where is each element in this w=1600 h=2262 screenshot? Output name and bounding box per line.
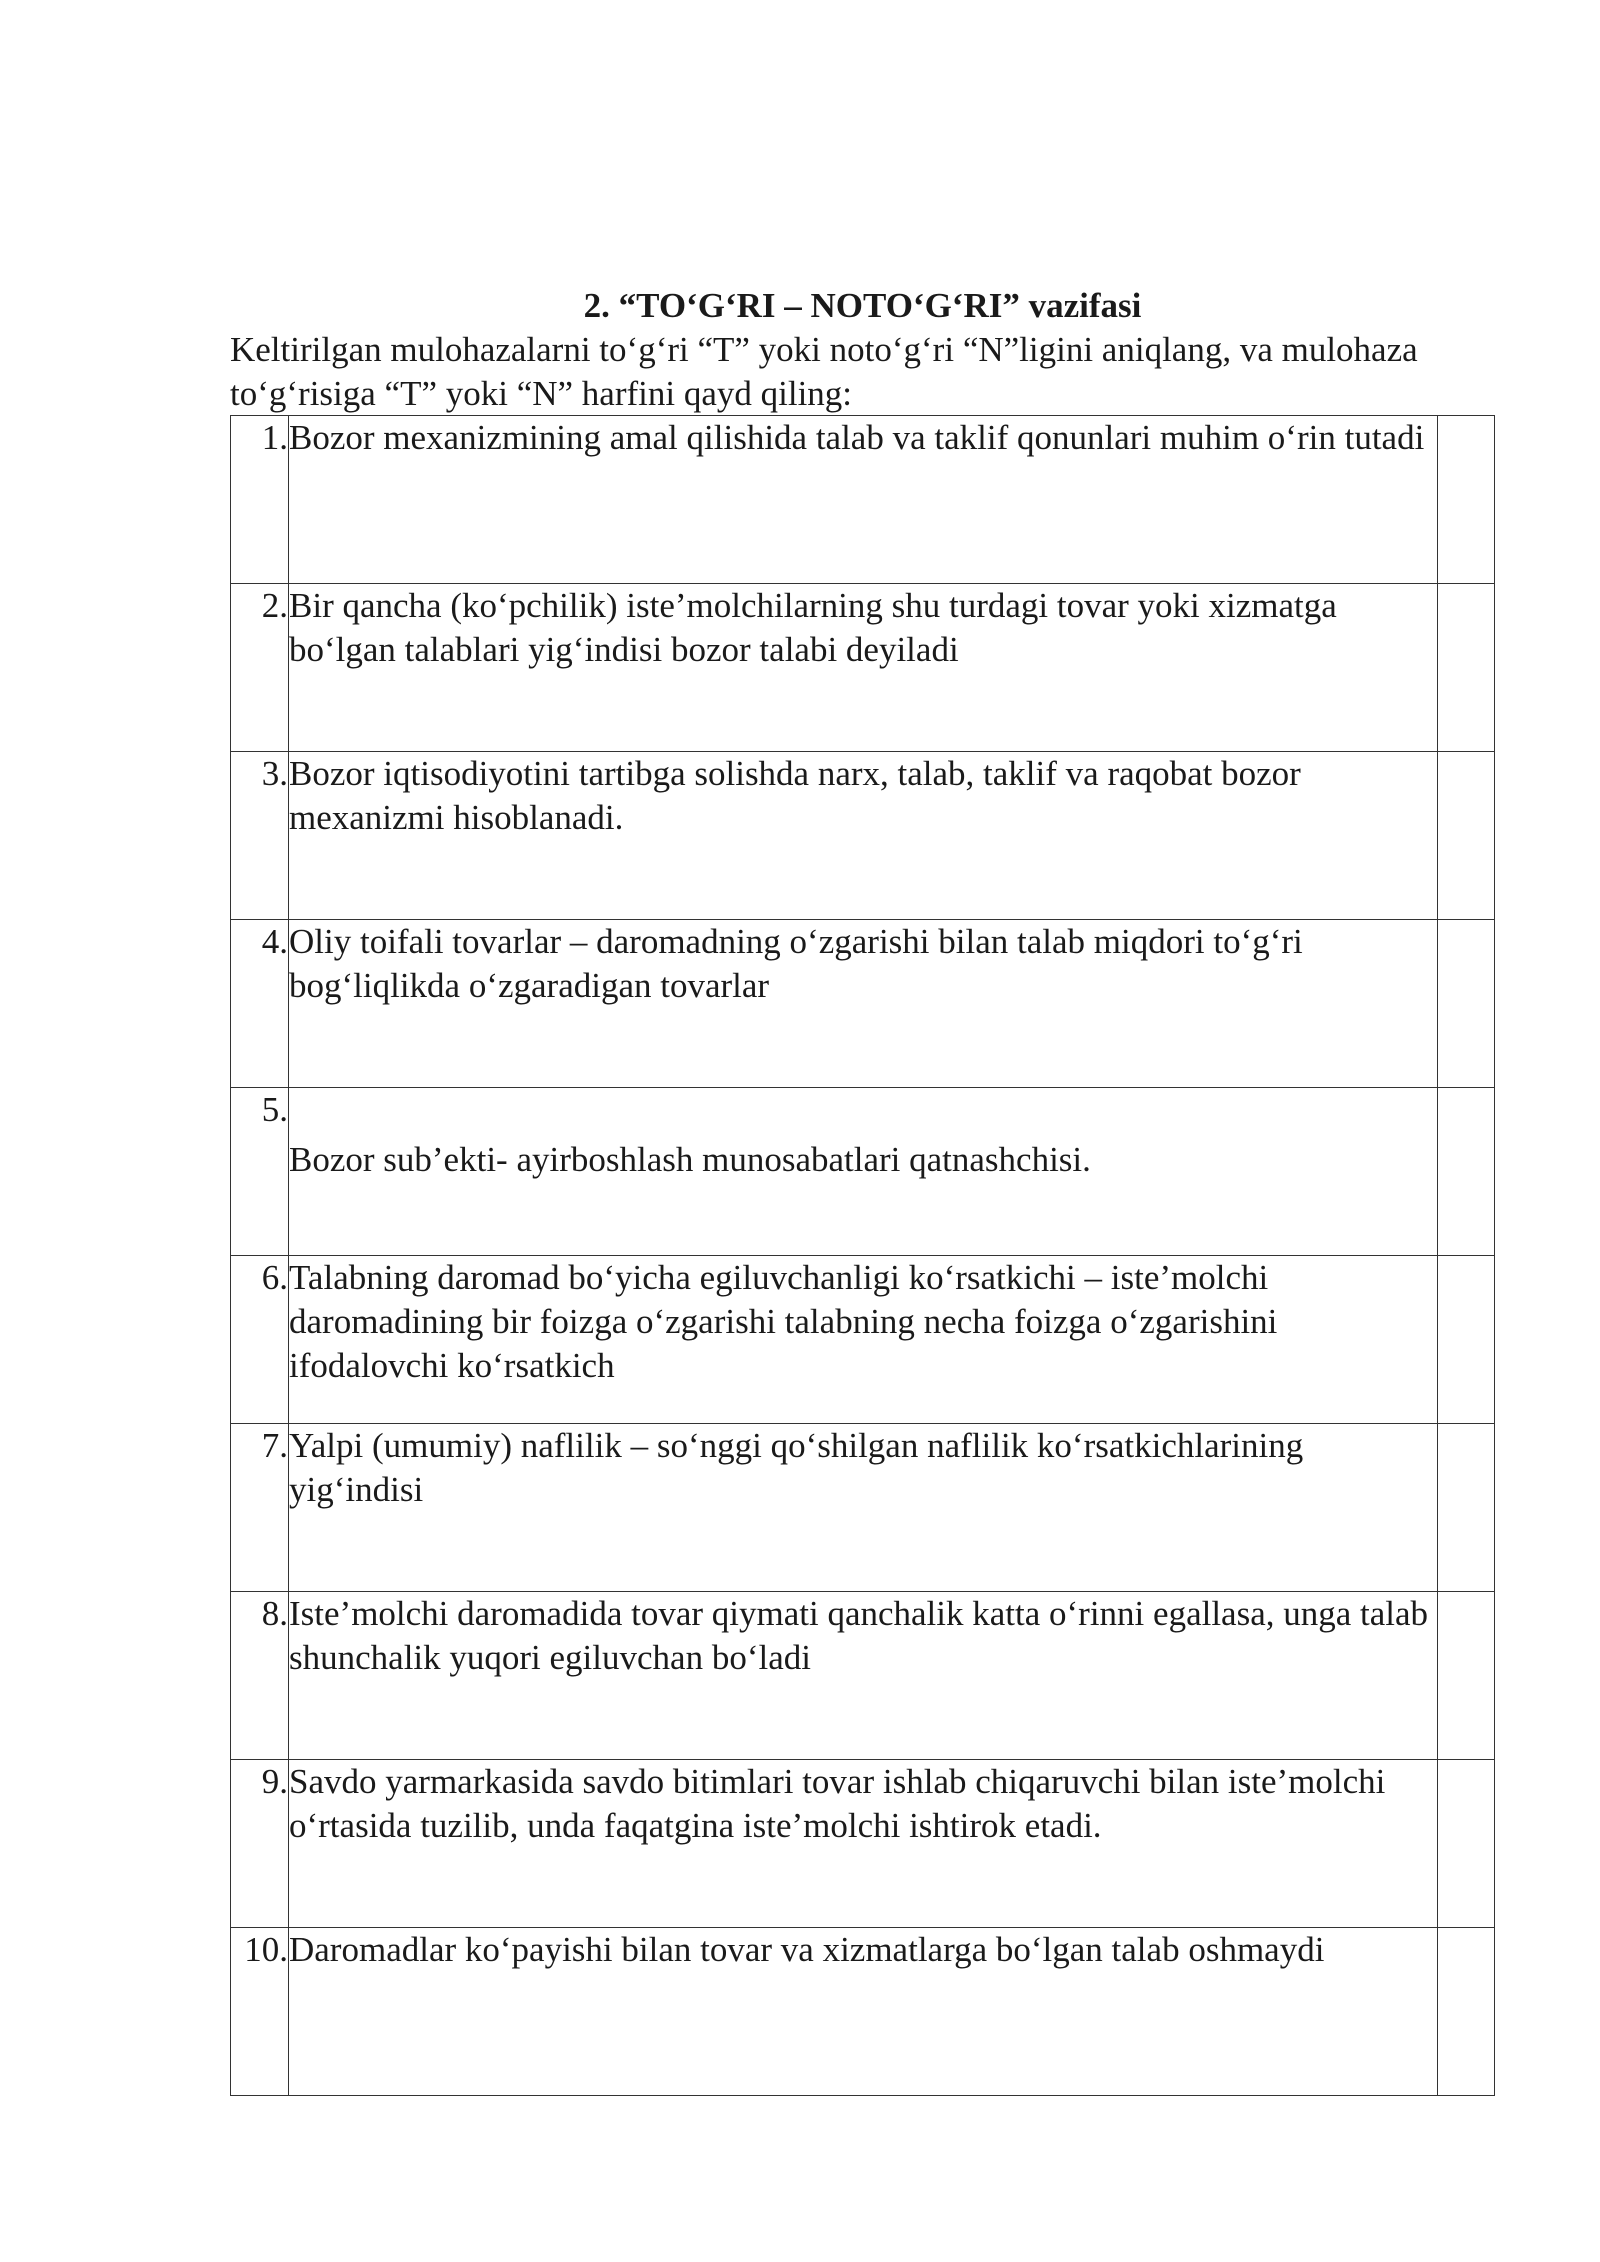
row-number: 3.: [231, 752, 289, 920]
row-number: 6.: [231, 1256, 289, 1424]
row-number: 2.: [231, 584, 289, 752]
row-number: 9.: [231, 1760, 289, 1928]
statement-text: Savdo yarmarkasida savdo bitimlari tovar ishlab chiqaruvchi bilan iste’molchi o‘rtasida tuzilib, unda faqatgina iste’molchi ishtirok etadi.: [289, 1760, 1438, 1928]
statement-text: Talabning daromad bo‘yicha egiluvchanligi ko‘rsatkichi – iste’molchi daromadining bir foizga o‘zgarishi talabning necha foizga o‘zgarishini ifodalovchi ko‘rsatkich: [289, 1256, 1438, 1424]
answer-cell[interactable]: [1438, 416, 1495, 584]
statement-text: Daromadlar ko‘payishi bilan tovar va xizmatlarga bo‘lgan talab oshmaydi: [289, 1928, 1438, 2096]
statement-text: Yalpi (umumiy) naflilik – so‘nggi qo‘shilgan naflilik ko‘rsatkichlarining yig‘indisi: [289, 1424, 1438, 1592]
row-number: 7.: [231, 1424, 289, 1592]
answer-cell[interactable]: [1438, 1592, 1495, 1760]
table-row: [231, 584, 1495, 752]
statement-text: Iste’molchi daromadida tovar qiymati qanchalik katta o‘rinni egallasa, unga talab shunchalik yuqori egiluvchan bo‘ladi: [289, 1592, 1438, 1760]
answer-cell[interactable]: [1438, 1928, 1495, 2096]
page-title: 2. “TO‘G‘RI – NOTO‘G‘RI” vazifasi: [583, 286, 1142, 325]
statement-text: Bir qancha (ko‘pchilik) iste’molchilarning shu turdagi tovar yoki xizmatga bo‘lgan talablari yig‘indisi bozor talabi deyiladi: [289, 584, 1438, 752]
statement-text: Bozor sub’ekti- ayirboshlash munosabatlari qatnashchisi.: [289, 1088, 1438, 1256]
statement-text: Bozor mexanizmining amal qilishida talab va taklif qonunlari muhim o‘rin tutadi: [289, 416, 1438, 584]
table-row: [231, 416, 1495, 584]
table-row: [231, 1088, 1495, 1256]
row-number: 1.: [231, 416, 289, 584]
true-false-table: [230, 415, 1495, 2096]
table-row: [231, 920, 1495, 1088]
table-row: [231, 1760, 1495, 1928]
row-number: 8.: [231, 1592, 289, 1760]
instructions-text: Keltirilgan mulohazalarni to‘g‘ri “T” yoki noto‘g‘ri “N”ligini aniqlang, va mulohaza to‘g‘risiga “T” yoki “N” harfini qayd qiling:: [230, 330, 1418, 413]
answer-cell[interactable]: [1438, 1760, 1495, 1928]
answer-cell[interactable]: [1438, 584, 1495, 752]
table-row: [231, 1256, 1495, 1424]
answer-cell[interactable]: [1438, 920, 1495, 1088]
row-number: 10.: [231, 1928, 289, 2096]
statement-text: Bozor iqtisodiyotini tartibga solishda narx, talab, taklif va raqobat bozor mexanizmi hisoblanadi.: [289, 752, 1438, 920]
answer-cell[interactable]: [1438, 1424, 1495, 1592]
row-number: 4.: [231, 920, 289, 1088]
statement-text: Oliy toifali tovarlar – daromadning o‘zgarishi bilan talab miqdori to‘g‘ri bog‘liqlikda o‘zgaradigan tovarlar: [289, 920, 1438, 1088]
answer-cell[interactable]: [1438, 1088, 1495, 1256]
row-number: 5.: [231, 1088, 289, 1256]
table-row: [231, 1592, 1495, 1760]
answer-cell[interactable]: [1438, 1256, 1495, 1424]
table-row: [231, 1928, 1495, 2096]
table-row: [231, 1424, 1495, 1592]
table-row: [231, 752, 1495, 920]
answer-cell[interactable]: [1438, 752, 1495, 920]
